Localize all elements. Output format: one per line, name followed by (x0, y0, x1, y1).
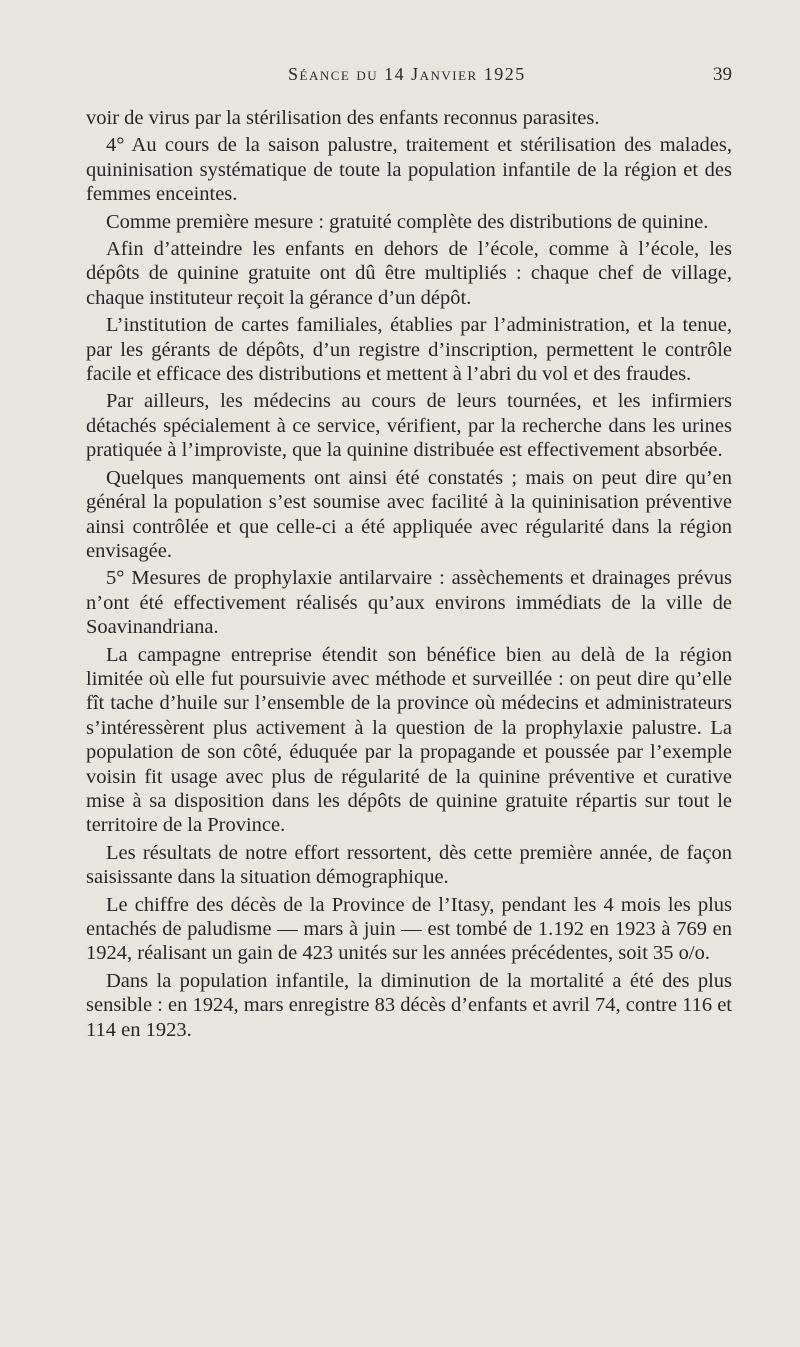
paragraph: Afin d’atteindre les enfants en dehors de l’école, comme à l’école, les dépôts de quinine gratuite ont dû être multipliés : chaque chef de village, chaque instituteur reçoit la gérance d’un dépôt. (86, 238, 732, 309)
page-number: 39 (713, 64, 732, 85)
paragraph: 5° Mesures de prophylaxie antilarvaire : assèchements et drainages prévus n’ont été effectivement réalisés qu’aux environs immédiats de la ville de Soavinandriana. (86, 567, 732, 639)
paragraph: Le chiffre des décès de la Province de l’Itasy, pendant les 4 mois les plus entachés de paludisme — mars à juin — est tombé de 1.192 en 1923 à 769 en 1924, réalisant un gain de 423 unités sur les années précédentes, soit 35 o/o. (86, 893, 732, 965)
paragraph: Par ailleurs, les médecins au cours de leurs tournées, et les infirmiers détachés spécialement à ce service, vérifient, par la recherche dans les urines pratiquée à l’improviste, que la quinine distribuée est effectivement absorbée. (86, 390, 732, 462)
paragraph: Dans la population infantile, la diminution de la mortalité a été des plus sensible : en 1924, mars enregistre 83 décès d’enfants et avril 74, contre 116 et 114 en 1923. (86, 969, 732, 1041)
paragraph: 4° Au cours de la saison palustre, traitement et stérilisation des malades, quininisation systématique de toute la population infantile de la région et des femmes enceintes. (86, 134, 732, 206)
paragraph: Quelques manquements ont ainsi été constatés ; mais on peut dire qu’en général la population s’est soumise avec facilité à la quininisation préventive ainsi contrôlée et que celle-ci a été appliquée avec régularité dans la région envisagée. (86, 466, 732, 562)
body-text (86, 106, 732, 1045)
paragraph: L’institution de cartes familiales, établies par l’administration, et la tenue, par les gérants de dépôts, d’un registre d’inscription, permettent le contrôle facile et efficace des distributions et mettent à l’abri du vol et des fraudes. (86, 314, 732, 386)
paragraph: Les résultats de notre effort ressortent, dès cette première année, de façon saisissante dans la situation démographique. (86, 841, 732, 889)
paragraph: La campagne entreprise étendit son bénéfice bien au delà de la région limitée où elle fut poursuivie avec méthode et surveillée : on peut dire qu’elle fît tache d’huile sur l’ensemble de la province où médecins et administrateurs s’intéressèrent plus activement à la question de la prophylaxie palustre. La population de son côté, éduquée par la propagande et poussée par l’exemple voisin fit usage avec plus de régularité de la quinine préventive et curative mise à sa disposition dans les dépôts de quinine gratuite répartis sur tout le territoire de la Province. (86, 643, 732, 837)
paragraph: voir de virus par la stérilisation des enfants reconnus parasites. (86, 107, 600, 129)
paragraph: Comme première mesure : gratuité complète des distributions de quinine. (106, 210, 709, 233)
page-header (0, 64, 800, 94)
running-title: Séance du 14 Janvier 1925 (288, 64, 526, 84)
